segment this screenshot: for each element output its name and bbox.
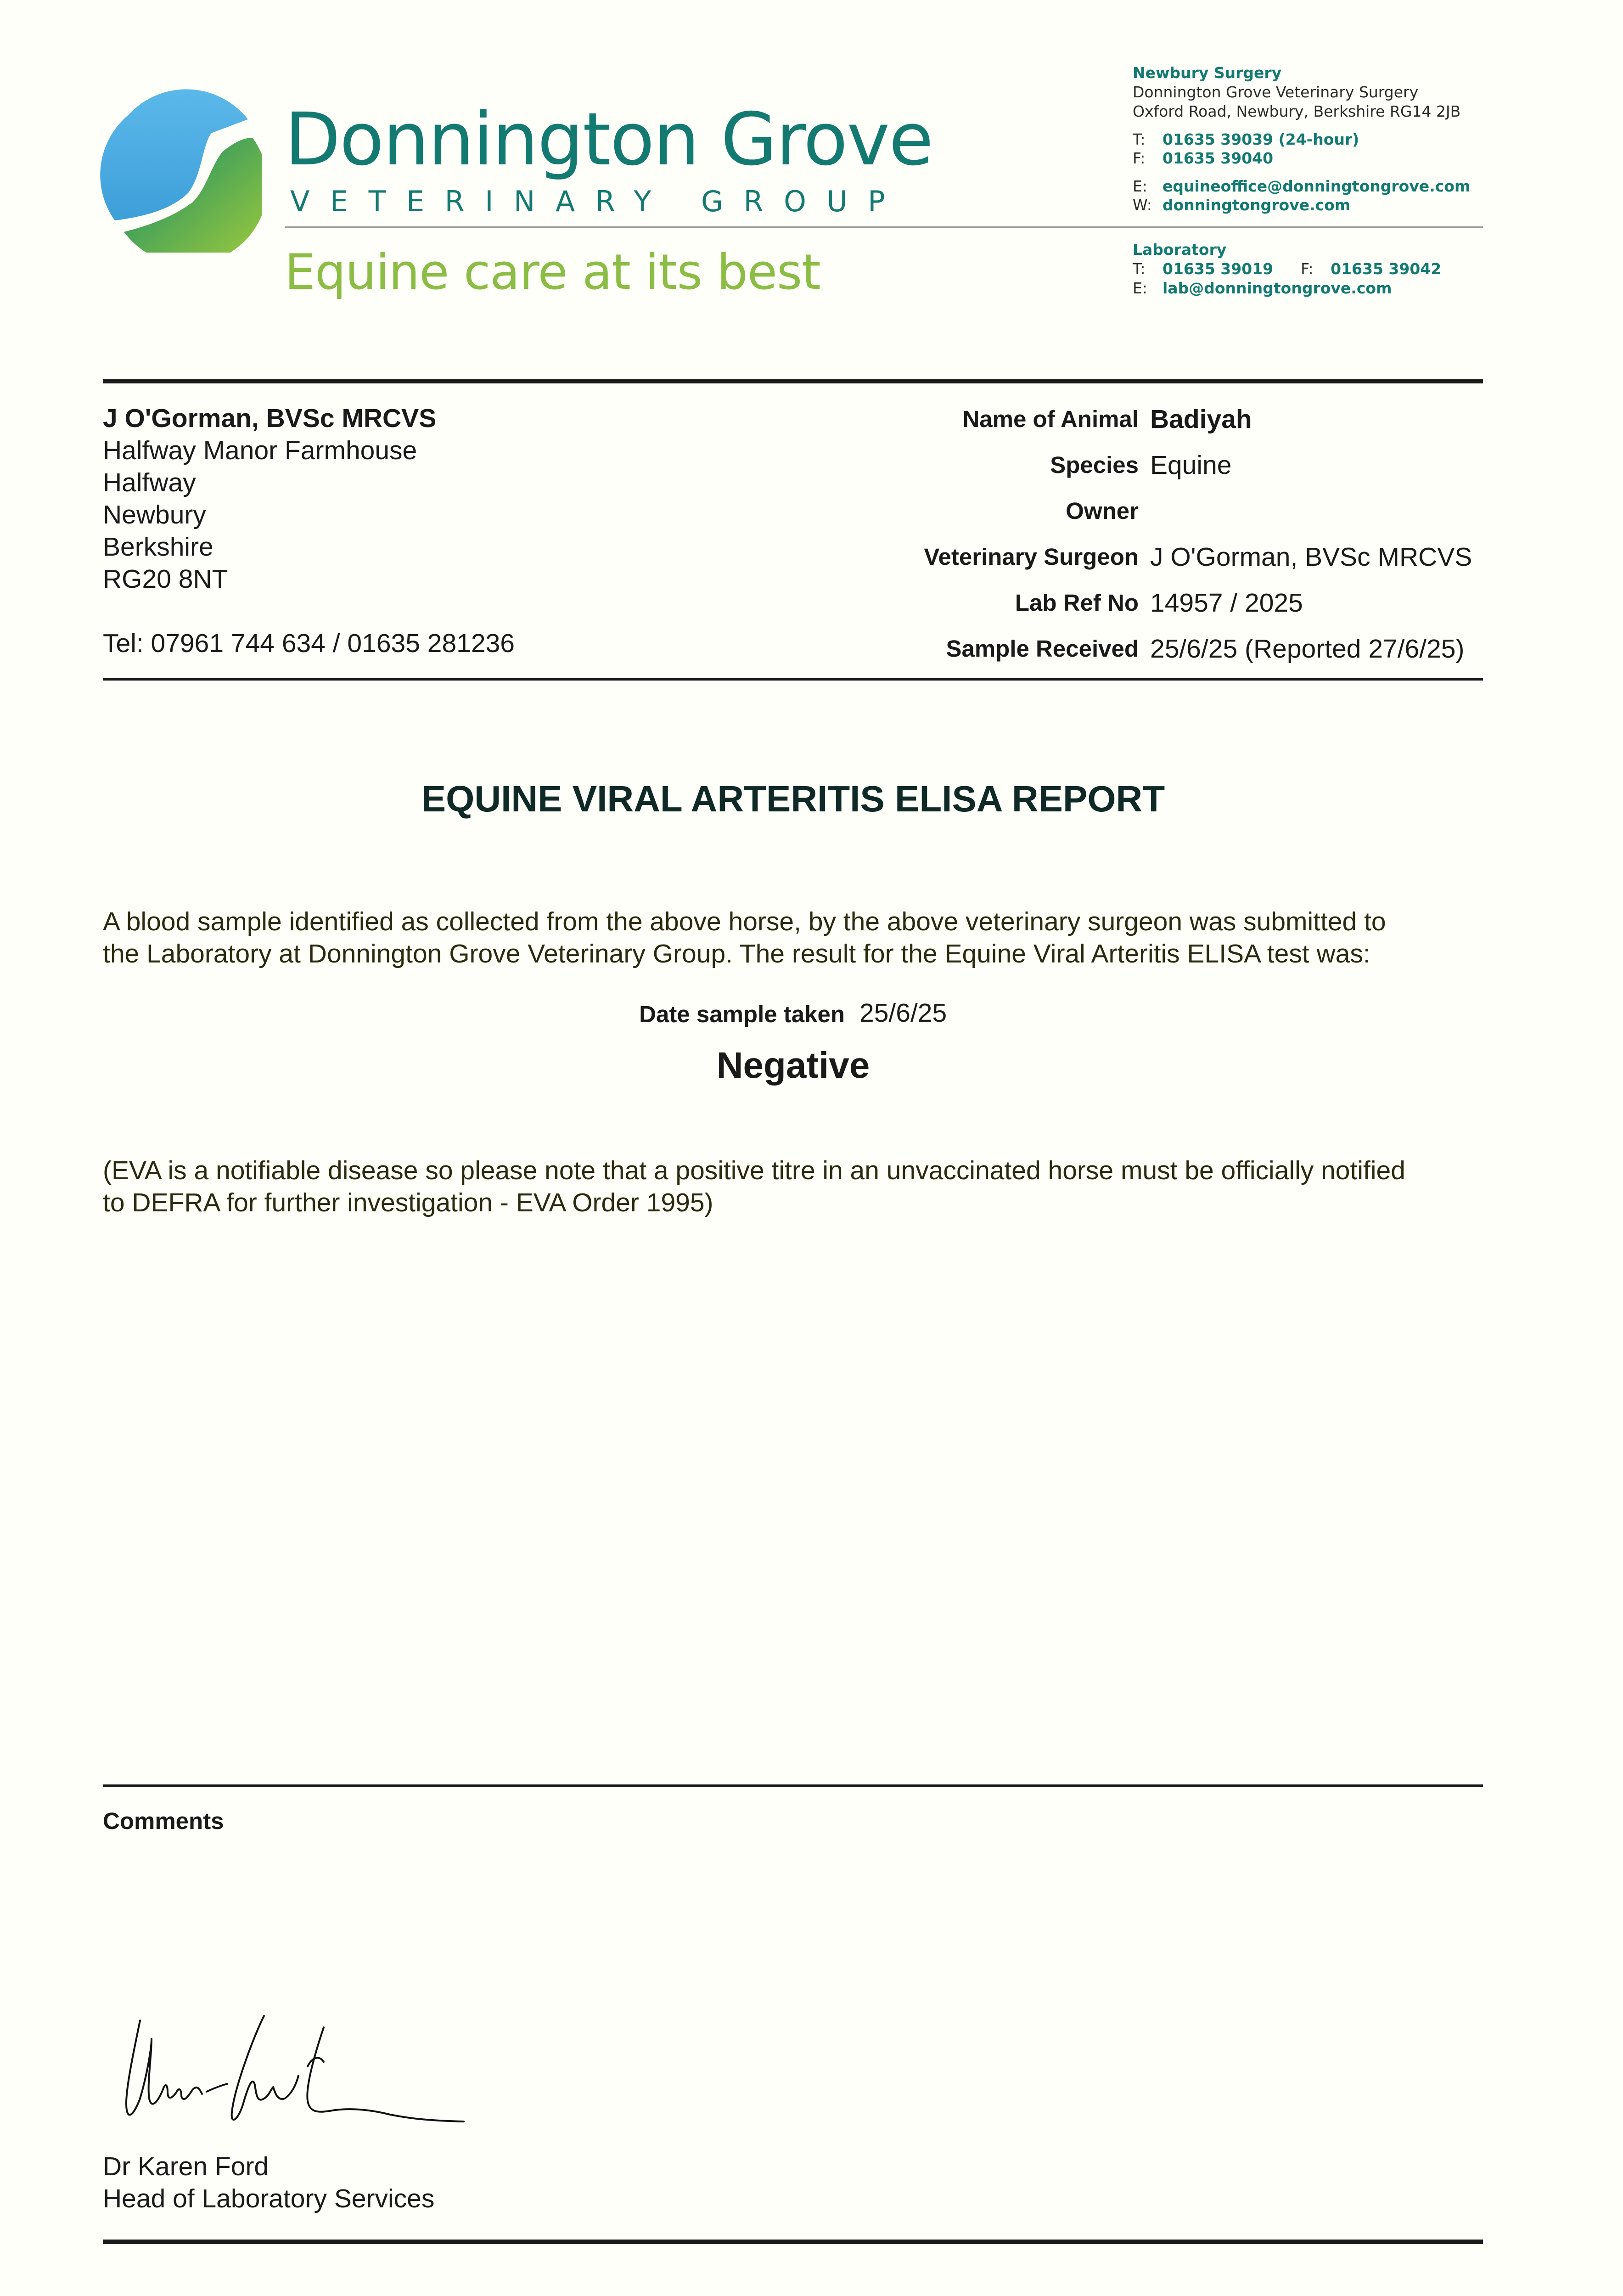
header-divider: [285, 226, 1483, 228]
notice-text: to DEFRA for further investigation - EVA Order 1995): [103, 1188, 713, 1217]
report-title: EQUINE VIRAL ARTERITIS ELISA REPORT: [421, 778, 1165, 819]
laboratory-heading: Laboratory: [1133, 241, 1227, 259]
surgery-fax: F: 01635 39040: [1133, 149, 1274, 167]
top-rule: [103, 379, 1483, 383]
signer-name: Dr Karen Ford: [103, 2152, 269, 2181]
surgery-website: W: donningtongrove.com: [1133, 196, 1351, 214]
test-result: Negative: [716, 1045, 870, 1086]
address-line: Halfway: [103, 468, 196, 497]
brand-tagline: Equine care at its best: [285, 244, 820, 300]
address-line: Berkshire: [103, 532, 213, 562]
intro-text: the Laboratory at Donnington Grove Veterinary Group. The result for the Equine Viral Arteritis ELISA test was:: [103, 939, 1370, 968]
address-line: Halfway Manor Farmhouse: [103, 436, 417, 465]
laboratory-email: E: lab@donningtongrove.com: [1133, 279, 1392, 297]
recipient-name: J O'Gorman, BVSc MRCVS: [103, 404, 437, 433]
surgery-heading: Newbury Surgery: [1133, 64, 1282, 82]
brand-subtitle: VETERINARY GROUP: [290, 185, 906, 218]
sample-date-label: Date sample taken: [639, 1001, 845, 1027]
notice-text: (EVA is a notifiable disease so please note that a positive titre in an unvaccinated horse must be officially notified: [103, 1156, 1405, 1185]
laboratory-phone-fax: T: 01635 39019 F: 01635 39042: [1133, 260, 1442, 278]
species-label: Species: [1050, 452, 1139, 478]
logo-circle-icon: [96, 87, 262, 253]
comments-rule: [103, 1784, 1483, 1787]
species-value: Equine: [1150, 450, 1232, 480]
brand-name: Donnington Grove: [285, 97, 933, 182]
vet-surgeon-label: Veterinary Surgeon: [924, 544, 1139, 570]
comments-label: Comments: [103, 1808, 224, 1834]
sample-date-value: 25/6/25: [859, 998, 947, 1028]
recipient-phone: Tel: 07961 744 634 / 01635 281236: [103, 629, 515, 658]
intro-text: A blood sample identified as collected from the above horse, by the above veterinary surgeon was submitted to: [103, 907, 1386, 936]
vet-surgeon-value: J O'Gorman, BVSc MRCVS: [1150, 542, 1472, 572]
animal-name-label: Name of Animal: [962, 406, 1139, 432]
lab-ref-label: Lab Ref No: [1015, 590, 1139, 616]
sample-received-label: Sample Received: [946, 636, 1139, 662]
address-line: Newbury: [103, 500, 206, 529]
lab-ref-value: 14957 / 2025: [1150, 588, 1303, 618]
surgery-name: Donnington Grove Veterinary Surgery: [1133, 83, 1419, 101]
owner-label: Owner: [1066, 498, 1139, 524]
sample-received-value: 25/6/25 (Reported 27/6/25): [1150, 634, 1465, 664]
bottom-rule: [103, 2240, 1483, 2244]
details-rule: [103, 678, 1483, 681]
surgery-phone: T: 01635 39039 (24-hour): [1133, 130, 1359, 148]
address-line: RG20 8NT: [103, 564, 228, 594]
animal-name-value: Badiyah: [1150, 405, 1252, 434]
signature-image: [115, 2007, 482, 2140]
signer-title: Head of Laboratory Services: [103, 2184, 435, 2213]
surgery-address: Oxford Road, Newbury, Berkshire RG14 2JB: [1133, 102, 1461, 120]
surgery-email: E: equineoffice@donningtongrove.com: [1133, 177, 1471, 195]
